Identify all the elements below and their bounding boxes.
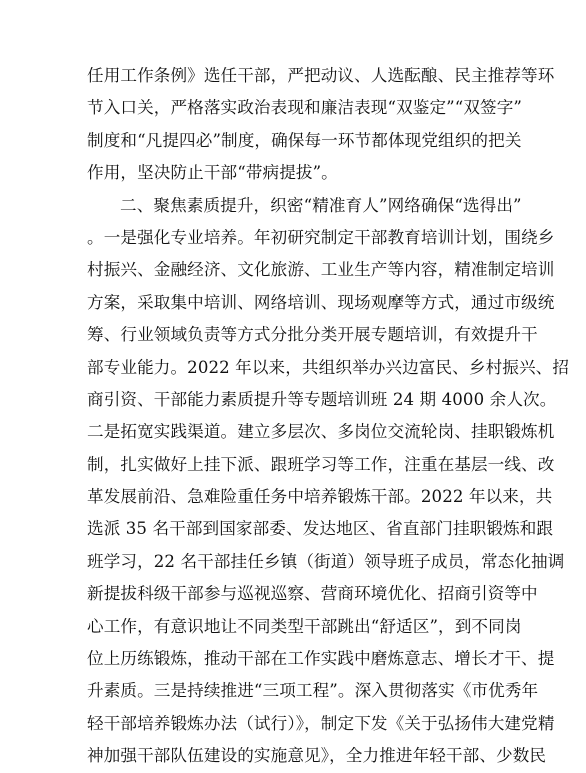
text-line: 二是拓宽实践渠道。建立多层次、多岗位交流轮岗、挂职锻炼机 xyxy=(87,422,555,442)
text-line: 筹、行业领域负责等方式分批分类开展专题培训，有效提升干 xyxy=(87,325,538,345)
body-text xyxy=(87,60,570,773)
text-line: 方案，采取集中培训、网络培训、现场观摩等方式，通过市级统 xyxy=(87,292,555,312)
text-line: 作用，坚决防止干部“带病提拔”。 xyxy=(87,163,338,183)
text-line: 商引资、干部能力素质提升等专题培训班 24 期 4000 余人次。 xyxy=(87,389,557,409)
text-line: 。一是强化专业培养。年初研究制定干部教育培训计划，围绕乡 xyxy=(87,227,555,247)
text-line: 班学习，22 名干部挂任乡镇（街道）领导班子成员，常态化抽调 xyxy=(87,551,565,571)
text-line: 部专业能力。2022 年以来，共组织举办兴边富民、乡村振兴、招 xyxy=(87,357,570,377)
section-heading-line: 二、聚焦素质提升，织密“精准育人”网络确保“选得出” xyxy=(120,195,522,215)
text-line: 任用工作条例》选任干部，严把动议、人选酝酿、民主推荐等环 xyxy=(87,66,555,85)
text-line: 革发展前沿、急难险重任务中培养锻炼干部。2022 年以来，共 xyxy=(87,487,553,507)
text-line: 制度和“凡提四必”制度，确保每一环节都体现党组织的把关 xyxy=(87,130,522,150)
text-line: 神加强干部队伍建设的实施意见》，全力推进年轻干部、少数民 xyxy=(87,746,547,766)
text-line: 位上历练锻炼，推动干部在工作实践中磨炼意志、增长才干、提 xyxy=(87,649,555,669)
text-line: 选派 35 名干部到国家部委、发达地区、省直部门挂职锻炼和跟 xyxy=(87,519,554,539)
text-line: 新提拔科级干部参与巡视巡察、营商环境优化、招商引资等中 xyxy=(87,584,538,604)
text-line: 制，扎实做好上挂下派、跟班学习等工作，注重在基层一线、改 xyxy=(87,454,555,474)
text-line: 升素质。三是持续推进“三项工程”。深入贯彻落实《市优秀年 xyxy=(87,681,539,701)
text-line: 轻干部培养锻炼办法（试行）》，制定下发《关于弘扬伟大建党精 xyxy=(87,713,555,733)
text-line: 心工作，有意识地让不同类型干部跳出“舒适区”，到不同岗 xyxy=(87,616,522,636)
text-line: 节入口关，严格落实政治表现和廉洁表现“双鉴定”“双签字” xyxy=(87,98,522,118)
text-line: 村振兴、金融经济、文化旅游、工业生产等内容，精准制定培训 xyxy=(87,260,555,280)
